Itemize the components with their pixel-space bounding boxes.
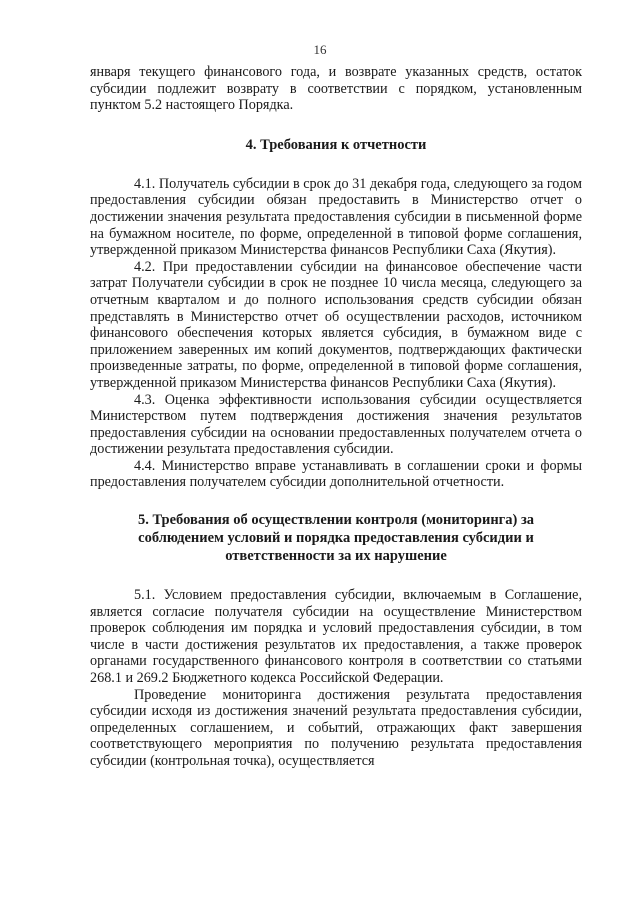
document-body — [90, 64, 582, 770]
page-number: 16 — [313, 42, 327, 57]
section-5-heading-line-2: соблюдением условий и порядка предоставления субсидии и — [138, 530, 534, 547]
intro-paragraph: января текущего финансового года, и возврате указанных средств, остаток субсидии подлежит возврату в соответствии с порядком, установленным пунктом 5.2 настоящего Порядка. — [90, 64, 582, 114]
paragraph-4-4: 4.4. Министерство вправе устанавливать в соглашении сроки и формы предоставления получателем субсидии дополнительной отчетности. — [90, 457, 582, 491]
paragraph-4-3: 4.3. Оценка эффективности использования субсидии осуществляется Министерством путем подтверждения достижения значения результатов предоставления субсидии на основании предоставленных получателем отчета о достижении результата предоставления субсидии. — [90, 391, 582, 458]
section-5-heading-line-1: 5. Требования об осуществлении контроля (мониторинга) за — [137, 512, 535, 529]
paragraph-5-1: 5.1. Условием предоставления субсидии, включаемым в Соглашение, является согласие получателя субсидии на осуществление Министерством проверок соблюдения им порядка и условий предоставления субсидии, в том числе в части достижения результатов их предоставления, а также проверок органами государственного финансового контроля в соответствии со статьями 268.1 и 269.2 Бюджетного кодекса Российской Федерации. — [90, 587, 582, 687]
paragraph-4-2: 4.2. При предоставлении субсидии на финансовое обеспечение части затрат Получатели субсидии в срок не позднее 10 числа месяца, следующего за отчетным кварталом и до полного использования средств субсидии обязан представлять в Министерство отчет об осуществлении расходов, источником финансового обеспечения которых является субсидия, в бумажном виде с приложением заверенных им копий документов, подтверждающих фактически произведенные затраты, по форме, определенной в типовой форме соглашения, утвержденной приказом Министерства финансов Республики Саха (Якутия). — [90, 258, 582, 391]
section-5-heading-line-3: ответственности за их нарушение — [225, 548, 447, 565]
section-5-heading — [90, 511, 582, 565]
section-4-heading: 4. Требования к отчетности — [245, 136, 427, 153]
paragraph-5-monitoring: Проведение мониторинга достижения результата предоставления субсидии исходя из достижения значений результата предоставления субсидии, определенных соглашением, и событий, отражающих факт завершения соответствующего мероприятия по получению результата предоставления субсидии (контрольная точка), осуществляется — [90, 686, 582, 769]
paragraph-4-1: 4.1. Получатель субсидии в срок до 31 декабря года, следующего за годом предоставления субсидии обязан предоставить в Министерство отчет о достижении значения результата предоставления субсидии в письменной форме на бумажном носителе, по форме, определенной в типовой форме соглашения, утвержденной приказом Министерства финансов Республики Саха (Якутия). — [90, 175, 582, 259]
